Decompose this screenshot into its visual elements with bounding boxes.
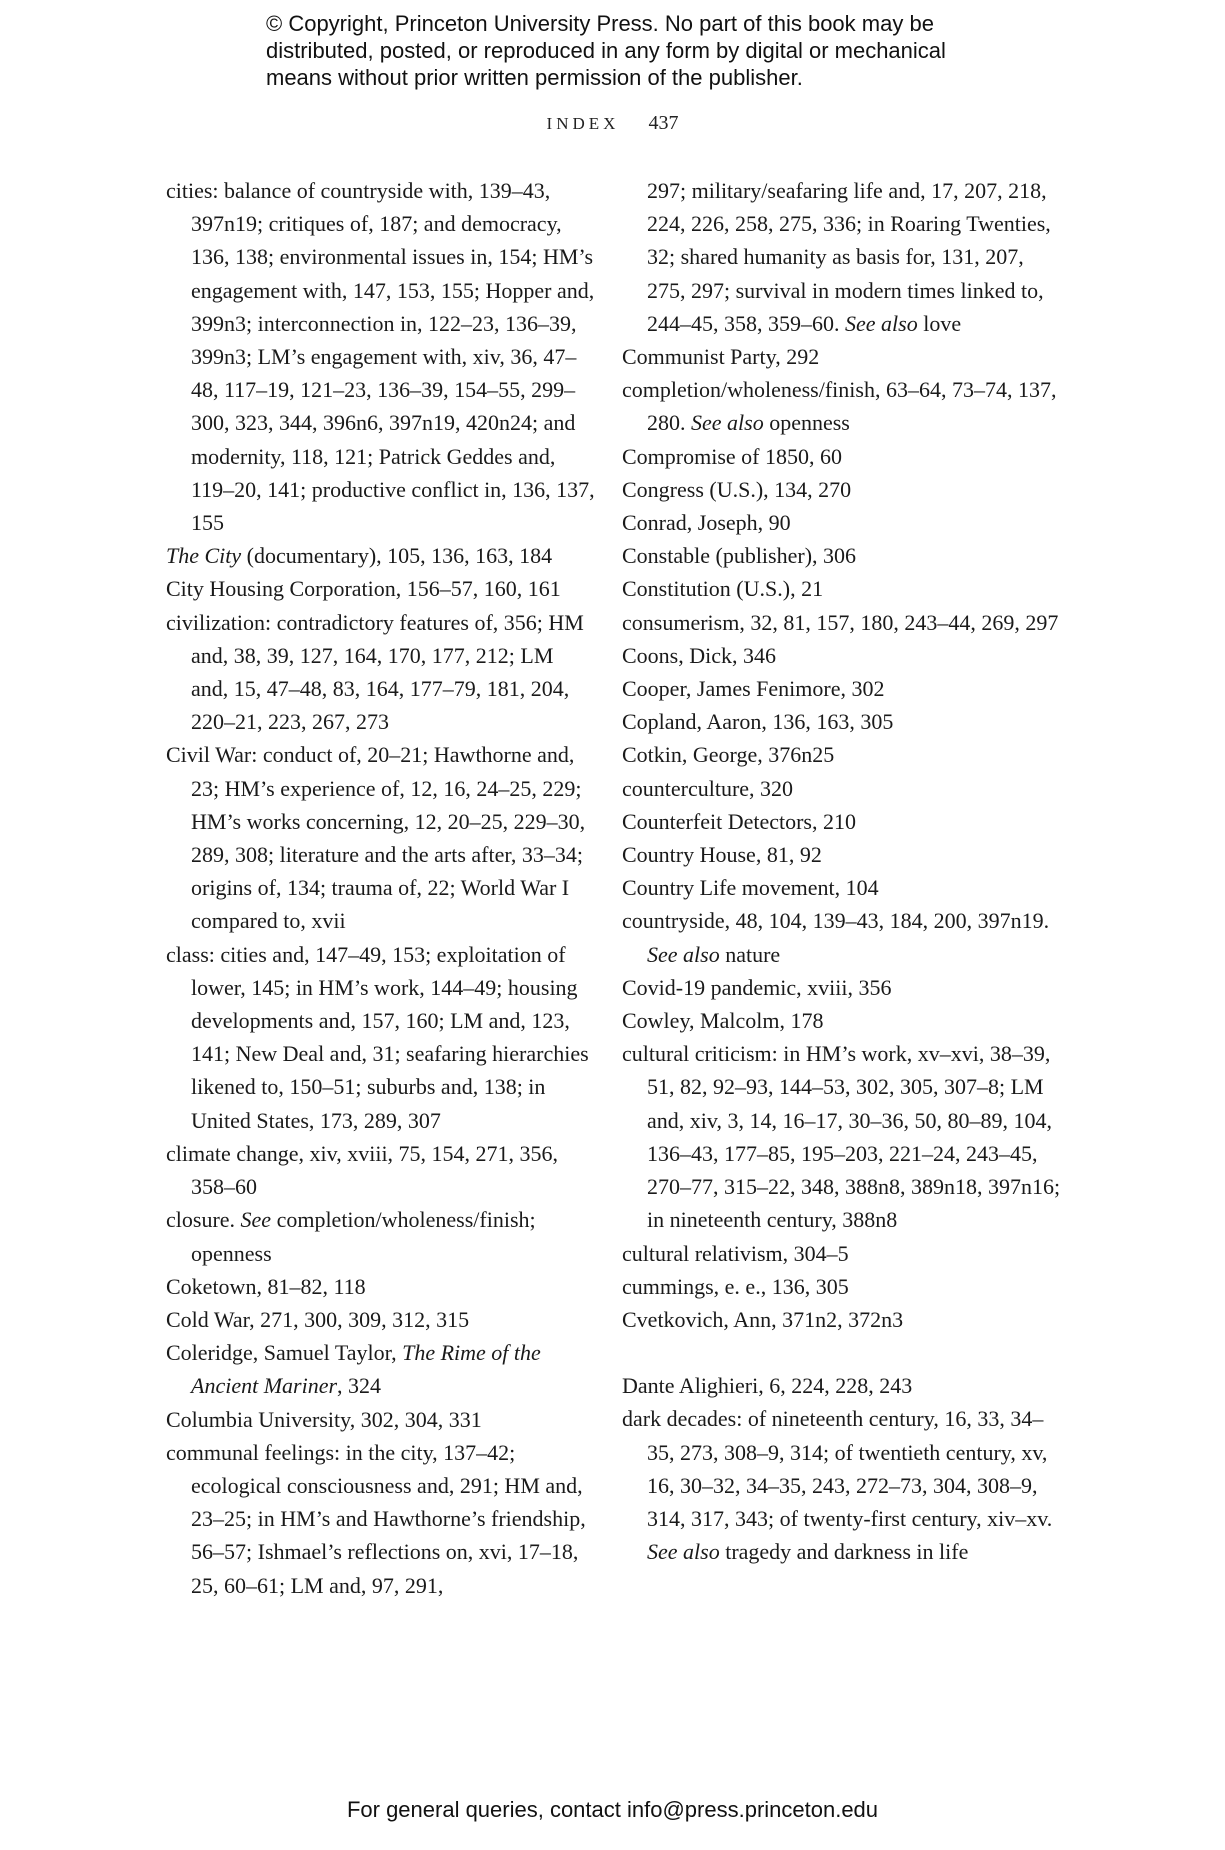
index-entry [166,174,596,539]
index-entry-text: cultural criticism: in HM’s work, xv–xvi, 38–39, 51, 82, 92–93, 144–53, 302, 305, 307–8; LM and, xiv, 3, 14, 16–17, 30–36, 50, 80–89, 104, 136–43, 177–85, 195–203, 221–24, 243–45, 270–77, 315–22, 348, 388n8, 389n18, 397n16; in nineteenth century, 388n8 [622,1041,1061,1233]
index-column-left [166,174,596,1602]
index-entry [622,1270,1062,1303]
index-entry [622,1037,1062,1236]
copyright-notice [266,10,1026,91]
index-entry [622,473,1062,506]
index-entry [166,1436,596,1602]
index-entry-text: class: cities and, 147–49, 153; exploitation of lower, 145; in HM’s work, 144–49; housing developments and, 157, 160; LM and, 123, 141; New Deal and, 31; seafaring hierarchies likened to, 150–51; suburbs and, 138; in United States, 173, 289, 307 [166,941,589,1133]
index-entry-text: Cotkin, George, 376n25 [622,742,835,768]
index-entry-text: Cvetkovich, Ann, 371n2, 372n3 [622,1306,904,1332]
index-entry-text: nature [719,941,781,967]
index-entry [166,738,596,937]
index-entry [166,539,596,572]
index-entry-text: love [917,310,962,336]
index-entry [166,1270,596,1303]
index-entry [622,1402,1062,1568]
index-entry-text: , 324 [337,1373,382,1399]
index-entry [622,373,1062,439]
running-head-title: INDEX [546,114,620,133]
index-entry-text: climate change, xiv, xviii, 75, 154, 271, 356, 358–60 [166,1140,559,1200]
index-entry-text: counterculture, 320 [622,775,794,801]
index-entry [622,871,1062,904]
index-entry-italic: See [240,1207,272,1233]
index-entry [622,1369,1062,1402]
index-entry-text: Constitution (U.S.), 21 [622,576,824,602]
index-entry [622,1004,1062,1037]
index-entry-text: Counterfeit Detectors, 210 [622,808,856,834]
index-entry-text: Cooper, James Fenimore, 302 [622,676,885,702]
index-entry [166,1403,596,1436]
index-entry-text: Cowley, Malcolm, 178 [622,1008,824,1034]
index-entry [166,572,596,605]
index-entry-text: Communist Party, 292 [622,344,820,370]
index-entry-text: completion/wholeness/finish, 63–64, 73–74, 137, 280. [622,377,1057,436]
index-entry-text: closure. [166,1207,241,1233]
index-entry [166,1336,596,1402]
index-entry [622,174,1062,340]
index-entry-text: Congress (U.S.), 134, 270 [622,476,852,502]
page-number: 437 [648,112,679,134]
index-entry-text: Country Life movement, 104 [622,875,879,901]
index-entry [622,705,1062,738]
index-entry-text: Country House, 81, 92 [622,842,822,868]
index-entry [622,1303,1062,1336]
index-entry-italic: The City [166,543,242,569]
index-entry-text: cultural relativism, 304–5 [622,1240,849,1266]
index-entry-text: completion/wholeness/finish; openness [191,1207,536,1266]
index-entry-text: (documentary), 105, 136, 163, 184 [241,543,553,569]
index-entry [622,340,1062,373]
index-entry [622,904,1062,970]
index-entry-italic: The Rime of the Ancient Mariner [191,1340,541,1399]
index-entry-text: Civil War: conduct of, 20–21; Hawthorne and, 23; HM’s experience of, 12, 16, 24–25, 229; HM’s works concerning, 12, 20–25, 229–30, 289, 308; literature and the arts after, 33–34; origins of, 134; trauma of, 22; World War I compared to, xvii [166,742,586,934]
index-entry [622,1237,1062,1270]
index-entry [166,1203,596,1269]
index-entry-text: communal feelings: in the city, 137–42; ecological consciousness and, 291; HM and, 23–25; in HM’s and Hawthorne’s friendship, 56–57; Ishmael’s reflections on, xvi, 17–18, 25, 60–61; LM and, 97, 291, [166,1439,586,1598]
index-entry [622,738,1062,771]
index-entry-text: Coons, Dick, 346 [622,642,776,668]
index-entry-text: countryside, 48, 104, 139–43, 184, 200, 397n19. [622,908,1050,934]
index-entry-text: City Housing Corporation, 156–57, 160, 161 [166,576,561,602]
index-entry [622,440,1062,473]
index-entry-text: Constable (publisher), 306 [622,543,857,569]
index-entry-text: dark decades: of nineteenth century, 16, 33, 34–35, 273, 308–9, 314; of twentieth century, xv, 16, 30–32, 34–35, 243, 272–73, 304, 308–9, 314, 317, 343; of twenty-first century, xiv–xv. [622,1406,1053,1531]
index-entry-italic: See also [845,310,918,336]
index-entry-text: Coleridge, Samuel Taylor, [166,1340,403,1366]
index-entry [622,838,1062,871]
index-entry [166,606,596,739]
index-entry-text: civilization: contradictory features of, 356; HM and, 38, 39, 127, 164, 170, 177, 212; LM and, 15, 47–48, 83, 164, 177–79, 181, 204, 220–21, 223, 267, 273 [166,609,584,735]
index-entry [166,1137,596,1203]
copyright-line: © Copyright, Princeton University Press. No part of this book may be [266,11,934,36]
index-entry [622,639,1062,672]
index-entry [622,772,1062,805]
index-entry [622,539,1062,572]
index-entry-text: Coketown, 81–82, 118 [166,1273,366,1299]
running-head [0,112,1225,135]
index-entry-text: cities: balance of countryside with, 139–43, 397n19; critiques of, 187; and democracy, 136, 138; environmental issues in, 154; HM’s engagement with, 147, 153, 155; Hopper and, 399n3; interconnection in, 122–23, 136–39, 399n3; LM’s engagement with, xiv, 36, 47–48, 117–19, 121–23, 136–39, 154–55, 299–300, 323, 344, 396n6, 397n19, 420n24; and modernity, 118, 121; Patrick Geddes and, 119–20, 141; productive conflict in, 136, 137, 155 [166,178,595,536]
index-entry-text: openness [763,410,850,436]
index-column-right [622,174,1062,1568]
index-entry-text: Compromise of 1850, 60 [622,443,842,469]
index-entry-text: Copland, Aaron, 136, 163, 305 [622,709,894,735]
footer-contact: For general queries, contact info@press.princeton.edu [346,1797,879,1822]
index-entry [622,672,1062,705]
index-entry [622,971,1062,1004]
copyright-line: means without prior written permission of the publisher. [266,65,803,90]
index-entry [166,1303,596,1336]
index-entry-italic: See also [647,941,720,967]
index-entry [622,506,1062,539]
index-entry [622,606,1062,639]
index-entry [166,938,596,1137]
index-entry [622,572,1062,605]
index-entry [622,805,1062,838]
index-entry-text: Conrad, Joseph, 90 [622,510,791,536]
index-entry-italic: See also [647,1539,720,1565]
index-entry-text: consumerism, 32, 81, 157, 180, 243–44, 269, 297 [622,609,1059,635]
index-entry-italic: See also [691,410,764,436]
index-entry-text: cummings, e. e., 136, 305 [622,1273,849,1299]
index-entry-text: 297; military/seafaring life and, 17, 207, 218, 224, 226, 258, 275, 336; in Roaring Twenties, 32; shared humanity as basis for, 131, 207, 275, 297; survival in modern times linked to, 244–45, 358, 359–60. [647,178,1051,336]
copyright-line: distributed, posted, or reproduced in any form by digital or mechanical [266,38,946,63]
index-entry-text: Columbia University, 302, 304, 331 [166,1406,482,1432]
index-entry-text: Cold War, 271, 300, 309, 312, 315 [166,1306,470,1332]
index-entry-text: tragedy and darkness in life [719,1539,969,1565]
index-entry-text: Covid-19 pandemic, xviii, 356 [622,974,892,1000]
index-entry-text: Dante Alighieri, 6, 224, 228, 243 [622,1373,913,1399]
